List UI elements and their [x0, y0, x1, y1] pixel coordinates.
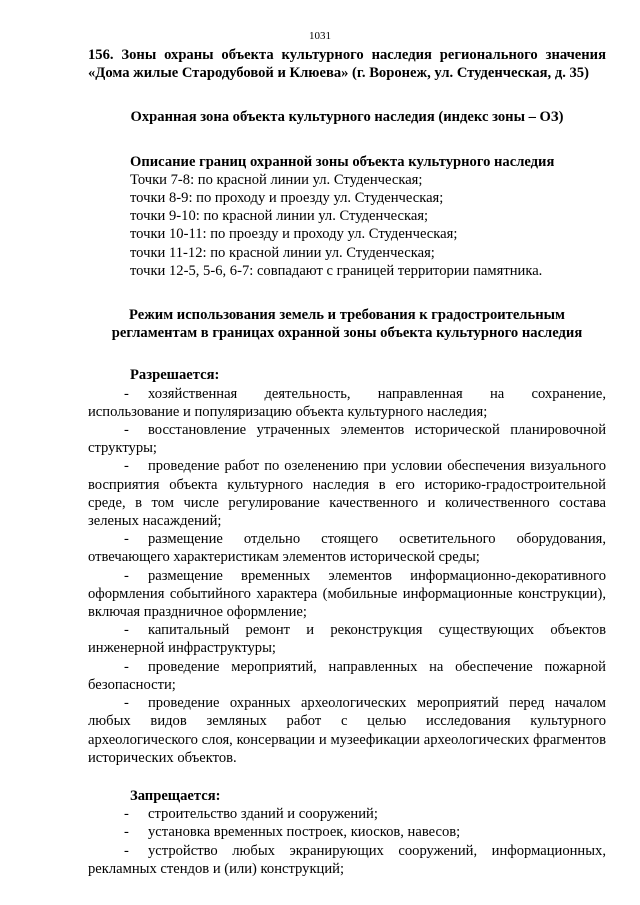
allowed-item-text: размещение временных элементов информационно-декоративного оформления событийного характера (мобильные информационные конструкции), включая праздничное оформление; — [88, 567, 606, 621]
allowed-item-text: восстановление утраченных элементов исторической планировочной структуры; — [88, 422, 606, 457]
forbidden-item-text: строительство зданий и сооружений; — [148, 806, 378, 823]
allowed-item — [88, 658, 606, 694]
allowed-list — [88, 385, 606, 767]
borders-list — [88, 171, 606, 280]
border-point: точки 11-12: по красной линии ул. Студенческая; — [130, 244, 435, 261]
document-title: 156. Зоны охраны объекта культурного наследия регионального значения «Дома жилые Стародубовой и Клюева» (г. Воронеж, ул. Студенческая, д. 35) — [88, 47, 606, 82]
regime-heading: Режим использования земель и требования к градостроительным регламентам в границах охранной зоны объекта культурного наследия — [111, 307, 583, 342]
forbidden-list — [88, 805, 606, 878]
forbidden-item — [88, 823, 606, 841]
borders-heading: Описание границ охранной зоны объекта культурного наследия — [130, 153, 555, 170]
allowed-item-text: проведение мероприятий, направленных на обеспечение пожарной безопасности; — [88, 658, 606, 693]
dash-marker: - — [124, 385, 129, 402]
dash-marker: - — [124, 695, 129, 712]
dash-marker: - — [124, 531, 129, 548]
allowed-item — [88, 694, 606, 767]
allowed-item — [88, 567, 606, 622]
allowed-item-text: капитальный ремонт и реконструкция существующих объектов инженерной инфраструктуры; — [88, 622, 606, 657]
forbidden-item — [88, 805, 606, 823]
dash-marker: - — [124, 824, 129, 841]
border-point: точки 8-9: по проходу и проезду ул. Студенческая; — [130, 190, 444, 207]
allowed-item — [88, 457, 606, 530]
allowed-item — [88, 385, 606, 421]
dash-marker: - — [124, 422, 129, 439]
allowed-item-text: проведение работ по озеленению при условии обеспечения визуального восприятия объекта культурного наследия в его историко-градостроительной среде, в том числе регулирование качественного и количественного состава зеленых насаждений; — [88, 458, 606, 530]
allowed-heading: Разрешается: — [130, 367, 220, 384]
forbidden-item-text: устройство любых экранирующих сооружений, информационных, рекламных стендов и (или) конструкций; — [88, 842, 606, 877]
dash-marker: - — [124, 806, 129, 823]
forbidden-heading: Запрещается: — [130, 787, 221, 804]
allowed-item-text: проведение охранных археологических мероприятий перед началом любых видов земляных работ с целью исследования культурного археологического слоя, консервации и музеефикации археологических фрагментов исторических объектов. — [88, 695, 606, 766]
allowed-item — [88, 530, 606, 566]
border-point: точки 9-10: по красной линии ул. Студенческая; — [130, 208, 429, 225]
allowed-item — [88, 621, 606, 657]
dash-marker: - — [124, 658, 129, 675]
dash-marker: - — [124, 458, 129, 475]
dash-marker: - — [124, 842, 129, 859]
forbidden-item-text: установка временных построек, киосков, навесов; — [148, 824, 461, 841]
allowed-item-text: хозяйственная деятельность, направленная на сохранение, использование и популяризацию объекта культурного наследия; — [88, 385, 606, 420]
page-number: 1031 — [309, 30, 331, 42]
border-point: точки 12-5, 5-6, 6-7: совпадают с границей территории памятника. — [130, 262, 543, 279]
forbidden-item — [88, 842, 606, 878]
document-body — [88, 46, 606, 878]
dash-marker: - — [124, 567, 129, 584]
border-point: Точки 7-8: по красной линии ул. Студенческая; — [130, 171, 423, 188]
allowed-item — [88, 421, 606, 457]
dash-marker: - — [124, 622, 129, 639]
border-point: точки 10-11: по проезду и проходу ул. Студенческая; — [130, 226, 458, 243]
allowed-item-text: размещение отдельно стоящего осветительного оборудования, отвечающего характеристикам элементов исторической среды; — [88, 531, 606, 566]
zone-heading: Охранная зона объекта культурного наследия (индекс зоны – ОЗ) — [130, 109, 564, 126]
